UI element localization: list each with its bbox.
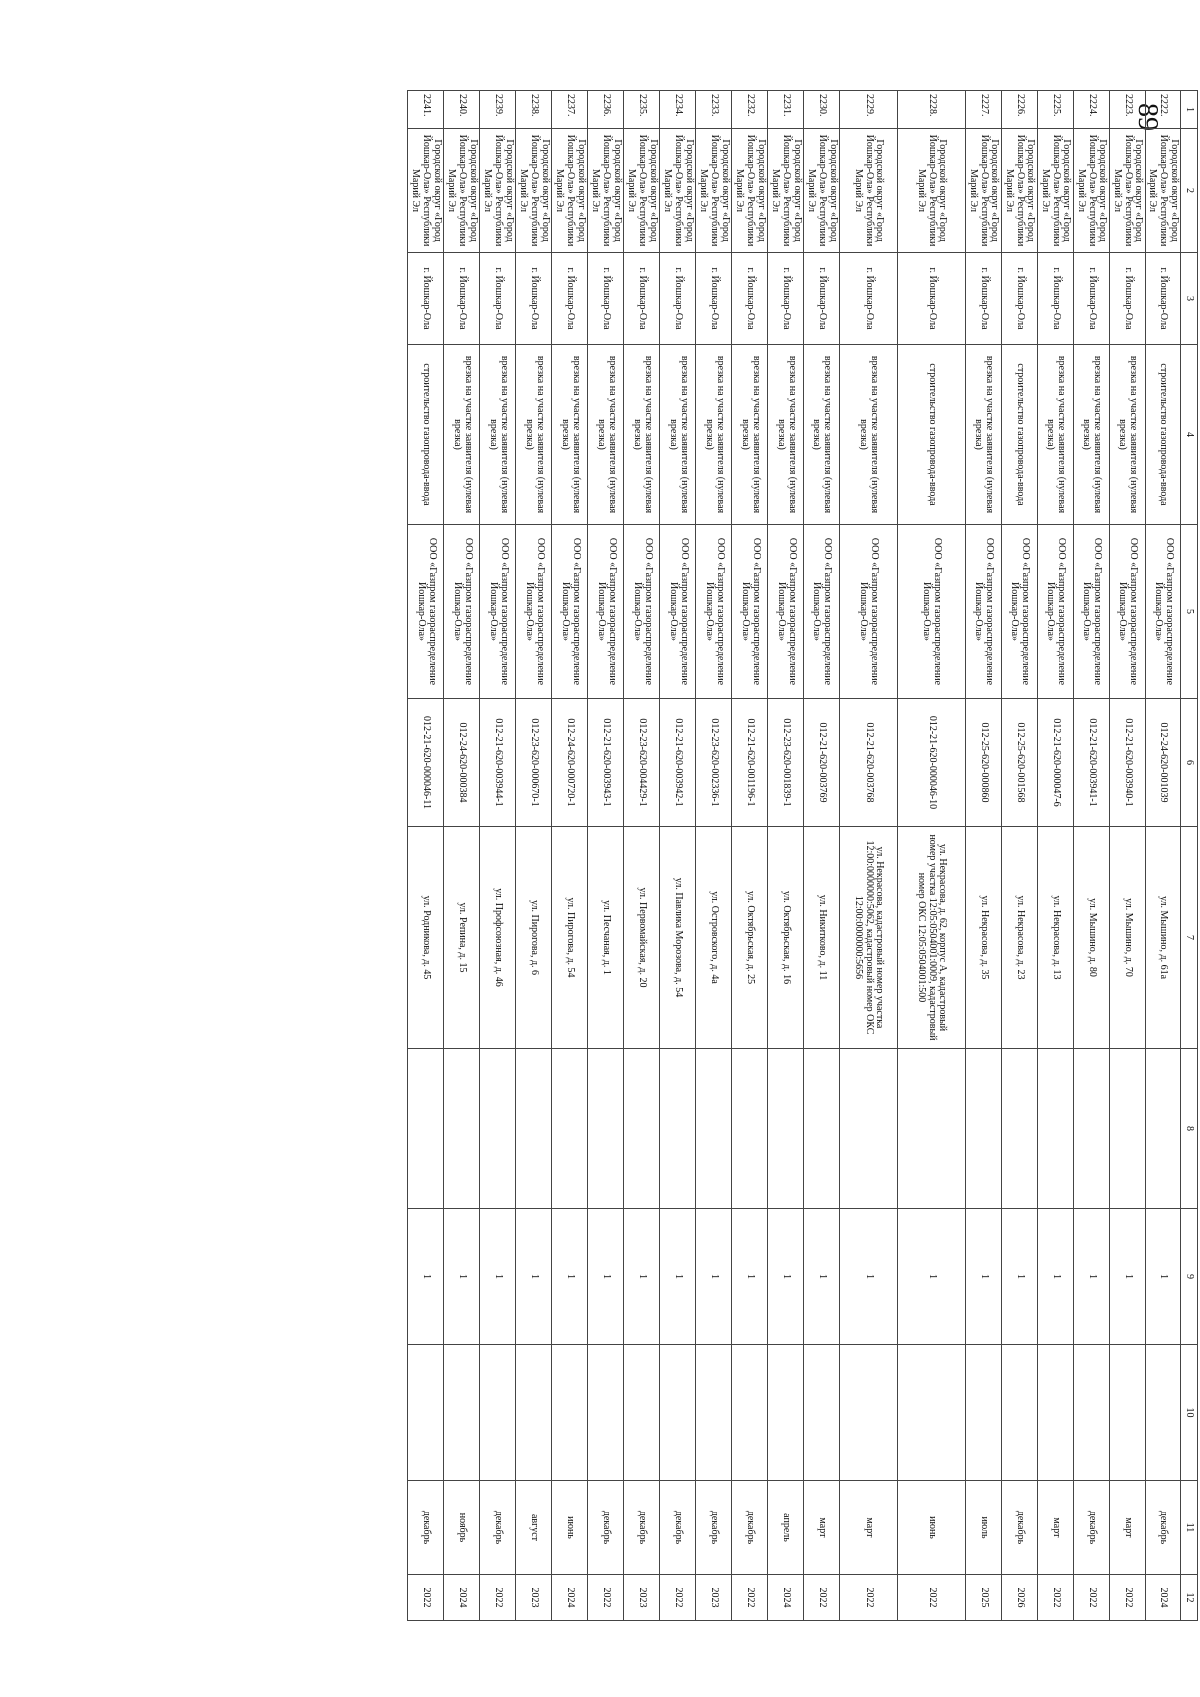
district-cell: Городской округ «Город Йошкар-Ола» Республики Марий Эл — [408, 129, 444, 253]
application-code-cell: 012-23-620-001839-1 — [768, 699, 804, 827]
application-code-cell: 012-23-620-004429-1 — [624, 699, 660, 827]
year-cell: 2022 — [408, 1575, 444, 1621]
organization-cell: ООО «Газпром газораспределение Йошкар-Ола» — [897, 525, 965, 699]
application-code-cell: 012-21-620-003768 — [839, 699, 897, 827]
address-cell: ул. Первомайская, д. 20 — [624, 827, 660, 1049]
column-8-cell — [1037, 1049, 1073, 1209]
header-row — [1181, 91, 1198, 1621]
work-type-cell: врезка на участке заявителя (нулевая врезка) — [839, 345, 897, 525]
month-cell: март — [1109, 1481, 1145, 1575]
table-row — [1145, 91, 1180, 1621]
month-cell: декабрь — [660, 1481, 696, 1575]
application-code-cell: 012-24-620-001039 — [1145, 699, 1180, 827]
organization-cell: ООО «Газпром газораспределение Йошкар-Ола» — [552, 525, 588, 699]
organization-cell: ООО «Газпром газораспределение Йошкар-Ола» — [1145, 525, 1180, 699]
year-cell: 2024 — [768, 1575, 804, 1621]
organization-cell: ООО «Газпром газораспределение Йошкар-Ола» — [732, 525, 768, 699]
column-10-cell — [624, 1345, 660, 1481]
quantity-cell: 1 — [897, 1209, 965, 1345]
work-type-cell: врезка на участке заявителя (нулевая врезка) — [480, 345, 516, 525]
address-cell: ул. Родникова, д. 45 — [408, 827, 444, 1049]
column-10-cell — [408, 1345, 444, 1481]
work-type-cell: врезка на участке заявителя (нулевая врезка) — [732, 345, 768, 525]
column-10-cell — [552, 1345, 588, 1481]
month-cell: июнь — [552, 1481, 588, 1575]
quantity-cell: 1 — [408, 1209, 444, 1345]
organization-cell: ООО «Газпром газораспределение Йошкар-Ола» — [696, 525, 732, 699]
column-10-cell — [660, 1345, 696, 1481]
header-cell: 7 — [1181, 827, 1198, 1049]
application-code-cell: 012-21-620-003769 — [804, 699, 839, 827]
table-row — [897, 91, 965, 1621]
quantity-cell: 1 — [444, 1209, 480, 1345]
application-code-cell: 012-21-620-001196-1 — [732, 699, 768, 827]
column-10-cell — [839, 1345, 897, 1481]
year-cell: 2022 — [660, 1575, 696, 1621]
column-10-cell — [1073, 1345, 1109, 1481]
address-cell: ул. Песчаная, д. 1 — [588, 827, 624, 1049]
city-cell: г. Йошкар-Ола — [552, 253, 588, 345]
column-8-cell — [768, 1049, 804, 1209]
header-cell: 1 — [1181, 91, 1198, 129]
district-cell: Городской округ «Город Йошкар-Ола» Республики Марий Эл — [804, 129, 839, 253]
column-8-cell — [804, 1049, 839, 1209]
organization-cell: ООО «Газпром газораспределение Йошкар-Ола» — [1037, 525, 1073, 699]
address-cell: ул. Некрасова, д. 62, корпус А, кадастровый номер участка 12:05:0504001:0009, кадастровый номер ОКС 12:05:0504001:500 — [897, 827, 965, 1049]
month-cell: июнь — [897, 1481, 965, 1575]
application-code-cell: 012-21-620-000046-10 — [897, 699, 965, 827]
city-cell: г. Йошкар-Ола — [1037, 253, 1073, 345]
city-cell: г. Йошкар-Ола — [1109, 253, 1145, 345]
quantity-cell: 1 — [516, 1209, 552, 1345]
table-row — [516, 91, 552, 1621]
column-10-cell — [804, 1345, 839, 1481]
table-row — [480, 91, 516, 1621]
address-cell: ул. Некрасова, д. 35 — [965, 827, 1001, 1049]
district-cell: Городской округ «Город Йошкар-Ола» Республики Марий Эл — [839, 129, 897, 253]
address-cell: ул. Пирогова, д. 54 — [552, 827, 588, 1049]
rotated-document — [178, 90, 1198, 1620]
table-row — [624, 91, 660, 1621]
application-code-cell: 012-25-620-000860 — [965, 699, 1001, 827]
quantity-cell: 1 — [660, 1209, 696, 1345]
column-10-cell — [444, 1345, 480, 1481]
table-row — [696, 91, 732, 1621]
column-8-cell — [588, 1049, 624, 1209]
work-type-cell: врезка на участке заявителя (нулевая врезка) — [804, 345, 839, 525]
city-cell: г. Йошкар-Ола — [965, 253, 1001, 345]
month-cell: август — [516, 1481, 552, 1575]
address-cell: ул. Некрасова, кадастровый номер участка 12:00:0000000:5062, кадастровый номер ОКС 12:00:0000000:5656 — [839, 827, 897, 1049]
application-code-cell: 012-21-620-003942-1 — [660, 699, 696, 827]
row-number-cell: 2230. — [804, 91, 839, 129]
row-number-cell: 2236. — [588, 91, 624, 129]
year-cell: 2023 — [624, 1575, 660, 1621]
quantity-cell: 1 — [696, 1209, 732, 1345]
work-type-cell: врезка на участке заявителя (нулевая врезка) — [965, 345, 1001, 525]
year-cell: 2022 — [732, 1575, 768, 1621]
row-number-cell: 2239. — [480, 91, 516, 129]
city-cell: г. Йошкар-Ола — [588, 253, 624, 345]
organization-cell: ООО «Газпром газораспределение Йошкар-Ола» — [1001, 525, 1037, 699]
application-code-cell: 012-21-620-003943-1 — [588, 699, 624, 827]
application-code-cell: 012-21-620-003944-1 — [480, 699, 516, 827]
row-number-cell: 2229. — [839, 91, 897, 129]
month-cell: апрель — [768, 1481, 804, 1575]
table-row — [965, 91, 1001, 1621]
city-cell: г. Йошкар-Ола — [696, 253, 732, 345]
work-type-cell: врезка на участке заявителя (нулевая врезка) — [444, 345, 480, 525]
city-cell: г. Йошкар-Ола — [444, 253, 480, 345]
month-cell: декабрь — [1001, 1481, 1037, 1575]
address-cell: ул. Мышино, д. 70 — [1109, 827, 1145, 1049]
row-number-cell: 2235. — [624, 91, 660, 129]
column-10-cell — [1037, 1345, 1073, 1481]
month-cell: декабрь — [624, 1481, 660, 1575]
work-type-cell: строительство газопровода-ввода — [897, 345, 965, 525]
year-cell: 2024 — [552, 1575, 588, 1621]
year-cell: 2022 — [1109, 1575, 1145, 1621]
application-code-cell: 012-24-620-000720-1 — [552, 699, 588, 827]
column-10-cell — [732, 1345, 768, 1481]
month-cell: июль — [965, 1481, 1001, 1575]
quantity-cell: 1 — [1001, 1209, 1037, 1345]
column-10-cell — [1001, 1345, 1037, 1481]
address-cell: ул. Профсоюзная, д. 46 — [480, 827, 516, 1049]
row-number-cell: 2226. — [1001, 91, 1037, 129]
city-cell: г. Йошкар-Ола — [408, 253, 444, 345]
header-cell: 11 — [1181, 1481, 1198, 1575]
column-10-cell — [516, 1345, 552, 1481]
address-cell: ул. Октябрьская, д. 16 — [768, 827, 804, 1049]
row-number-cell: 2224. — [1073, 91, 1109, 129]
work-type-cell: врезка на участке заявителя (нулевая врезка) — [516, 345, 552, 525]
column-10-cell — [588, 1345, 624, 1481]
quantity-cell: 1 — [624, 1209, 660, 1345]
table-row — [804, 91, 839, 1621]
column-10-cell — [768, 1345, 804, 1481]
column-8-cell — [444, 1049, 480, 1209]
month-cell: декабрь — [588, 1481, 624, 1575]
table-row — [588, 91, 624, 1621]
row-number-cell: 2232. — [732, 91, 768, 129]
address-cell: ул. Октябрьская, д. 25 — [732, 827, 768, 1049]
row-number-cell: 2240. — [444, 91, 480, 129]
organization-cell: ООО «Газпром газораспределение Йошкар-Ола» — [965, 525, 1001, 699]
table-row — [1037, 91, 1073, 1621]
city-cell: г. Йошкар-Ола — [732, 253, 768, 345]
column-10-cell — [897, 1345, 965, 1481]
quantity-cell: 1 — [965, 1209, 1001, 1345]
table-row — [1001, 91, 1037, 1621]
column-8-cell — [660, 1049, 696, 1209]
quantity-cell: 1 — [1073, 1209, 1109, 1345]
table-row — [839, 91, 897, 1621]
application-code-cell: 012-21-620-000047-6 — [1037, 699, 1073, 827]
table-row — [660, 91, 696, 1621]
header-cell: 8 — [1181, 1049, 1198, 1209]
organization-cell: ООО «Газпром газораспределение Йошкар-Ола» — [624, 525, 660, 699]
address-cell: ул. Пирогова, д. 6 — [516, 827, 552, 1049]
column-10-cell — [1109, 1345, 1145, 1481]
city-cell: г. Йошкар-Ола — [804, 253, 839, 345]
quantity-cell: 1 — [732, 1209, 768, 1345]
year-cell: 2022 — [1037, 1575, 1073, 1621]
district-cell: Городской округ «Город Йошкар-Ола» Республики Марий Эл — [660, 129, 696, 253]
work-type-cell: строительство газопровода-ввода — [1001, 345, 1037, 525]
district-cell: Городской округ «Город Йошкар-Ола» Республики Марий Эл — [768, 129, 804, 253]
city-cell: г. Йошкар-Ола — [660, 253, 696, 345]
column-8-cell — [408, 1049, 444, 1209]
work-type-cell: врезка на участке заявителя (нулевая врезка) — [696, 345, 732, 525]
work-type-cell: врезка на участке заявителя (нулевая врезка) — [1109, 345, 1145, 525]
address-cell: ул. Мышино, д. 61а — [1145, 827, 1180, 1049]
district-cell: Городской округ «Город Йошкар-Ола» Республики Марий Эл — [1037, 129, 1073, 253]
column-10-cell — [965, 1345, 1001, 1481]
column-8-cell — [1073, 1049, 1109, 1209]
month-cell: декабрь — [480, 1481, 516, 1575]
work-type-cell: врезка на участке заявителя (нулевая врезка) — [768, 345, 804, 525]
column-10-cell — [696, 1345, 732, 1481]
year-cell: 2022 — [1073, 1575, 1109, 1621]
address-cell: ул. Некрасова, д. 23 — [1001, 827, 1037, 1049]
column-8-cell — [732, 1049, 768, 1209]
address-cell: ул. Островского, д. 4а — [696, 827, 732, 1049]
column-8-cell — [1109, 1049, 1145, 1209]
work-type-cell: врезка на участке заявителя (нулевая врезка) — [660, 345, 696, 525]
organization-cell: ООО «Газпром газораспределение Йошкар-Ола» — [444, 525, 480, 699]
application-code-cell: 012-25-620-001568 — [1001, 699, 1037, 827]
organization-cell: ООО «Газпром газораспределение Йошкар-Ола» — [1073, 525, 1109, 699]
address-cell: ул. Некрасова, д. 13 — [1037, 827, 1073, 1049]
year-cell: 2022 — [588, 1575, 624, 1621]
table-row — [552, 91, 588, 1621]
city-cell: г. Йошкар-Ола — [516, 253, 552, 345]
work-type-cell: врезка на участке заявителя (нулевая врезка) — [588, 345, 624, 525]
column-10-cell — [480, 1345, 516, 1481]
year-cell: 2024 — [1145, 1575, 1180, 1621]
row-number-cell: 2233. — [696, 91, 732, 129]
district-cell: Городской округ «Город Йошкар-Ола» Республики Марий Эл — [516, 129, 552, 253]
quantity-cell: 1 — [768, 1209, 804, 1345]
header-cell: 10 — [1181, 1345, 1198, 1481]
work-type-cell: врезка на участке заявителя (нулевая врезка) — [1073, 345, 1109, 525]
district-cell: Городской округ «Город Йошкар-Ола» Республики Марий Эл — [1109, 129, 1145, 253]
column-8-cell — [516, 1049, 552, 1209]
organization-cell: ООО «Газпром газораспределение Йошкар-Ола» — [588, 525, 624, 699]
organization-cell: ООО «Газпром газораспределение Йошкар-Ола» — [768, 525, 804, 699]
year-cell: 2022 — [480, 1575, 516, 1621]
year-cell: 2025 — [965, 1575, 1001, 1621]
month-cell: март — [804, 1481, 839, 1575]
column-8-cell — [1001, 1049, 1037, 1209]
month-cell: декабрь — [408, 1481, 444, 1575]
city-cell: г. Йошкар-Ола — [768, 253, 804, 345]
month-cell: ноябрь — [444, 1481, 480, 1575]
quantity-cell: 1 — [1109, 1209, 1145, 1345]
row-number-cell: 2222. — [1145, 91, 1180, 129]
work-type-cell: врезка на участке заявителя (нулевая врезка) — [1037, 345, 1073, 525]
table-row — [1109, 91, 1145, 1621]
row-number-cell: 2225. — [1037, 91, 1073, 129]
organization-cell: ООО «Газпром газораспределение Йошкар-Ола» — [839, 525, 897, 699]
column-8-cell — [1145, 1049, 1180, 1209]
header-cell: 4 — [1181, 345, 1198, 525]
application-code-cell: 012-21-620-003940-1 — [1109, 699, 1145, 827]
table-row — [1073, 91, 1109, 1621]
district-cell: Городской округ «Город Йошкар-Ола» Республики Марий Эл — [444, 129, 480, 253]
year-cell: 2022 — [897, 1575, 965, 1621]
header-cell: 12 — [1181, 1575, 1198, 1621]
row-number-cell: 2238. — [516, 91, 552, 129]
column-8-cell — [552, 1049, 588, 1209]
district-cell: Городской округ «Город Йошкар-Ола» Республики Марий Эл — [1073, 129, 1109, 253]
table-row — [444, 91, 480, 1621]
application-code-cell: 012-24-620-000384 — [444, 699, 480, 827]
year-cell: 2022 — [804, 1575, 839, 1621]
city-cell: г. Йошкар-Ола — [897, 253, 965, 345]
application-code-cell: 012-23-620-000670-1 — [516, 699, 552, 827]
city-cell: г. Йошкар-Ола — [480, 253, 516, 345]
column-8-cell — [839, 1049, 897, 1209]
district-cell: Городской округ «Город Йошкар-Ола» Республики Марий Эл — [965, 129, 1001, 253]
district-cell: Городской округ «Город Йошкар-Ола» Республики Марий Эл — [1001, 129, 1037, 253]
city-cell: г. Йошкар-Ола — [1073, 253, 1109, 345]
organization-cell: ООО «Газпром газораспределение Йошкар-Ола» — [408, 525, 444, 699]
district-cell: Городской округ «Город Йошкар-Ола» Республики Марий Эл — [897, 129, 965, 253]
quantity-cell: 1 — [588, 1209, 624, 1345]
year-cell: 2023 — [516, 1575, 552, 1621]
district-cell: Городской округ «Город Йошкар-Ола» Республики Марий Эл — [480, 129, 516, 253]
row-number-cell: 2223. — [1109, 91, 1145, 129]
month-cell: декабрь — [1073, 1481, 1109, 1575]
page-number-text: 89 — [1132, 103, 1163, 131]
header-cell: 6 — [1181, 699, 1198, 827]
month-cell: декабрь — [732, 1481, 768, 1575]
address-cell: ул. Павлика Морозова, д. 54 — [660, 827, 696, 1049]
district-cell: Городской округ «Город Йошкар-Ола» Республики Марий Эл — [624, 129, 660, 253]
month-cell: декабрь — [696, 1481, 732, 1575]
address-cell: ул. Репина, д. 15 — [444, 827, 480, 1049]
month-cell: декабрь — [1145, 1481, 1180, 1575]
organization-cell: ООО «Газпром газораспределение Йошкар-Ола» — [660, 525, 696, 699]
district-cell: Городской округ «Город Йошкар-Ола» Республики Марий Эл — [552, 129, 588, 253]
district-cell: Городской округ «Город Йошкар-Ола» Республики Марий Эл — [732, 129, 768, 253]
quantity-cell: 1 — [480, 1209, 516, 1345]
application-code-cell: 012-23-620-002336-1 — [696, 699, 732, 827]
quantity-cell: 1 — [1037, 1209, 1073, 1345]
work-type-cell: строительство газопровода-ввода — [408, 345, 444, 525]
header-cell: 9 — [1181, 1209, 1198, 1345]
address-cell: ул. Мышино, д. 80 — [1073, 827, 1109, 1049]
row-number-cell: 2231. — [768, 91, 804, 129]
month-cell: март — [839, 1481, 897, 1575]
city-cell: г. Йошкар-Ола — [1001, 253, 1037, 345]
year-cell: 2026 — [1001, 1575, 1037, 1621]
row-number-cell: 2227. — [965, 91, 1001, 129]
column-10-cell — [1145, 1345, 1180, 1481]
header-cell: 3 — [1181, 253, 1198, 345]
district-cell: Городской округ «Город Йошкар-Ола» Республики Марий Эл — [696, 129, 732, 253]
quantity-cell: 1 — [804, 1209, 839, 1345]
row-number-cell: 2234. — [660, 91, 696, 129]
application-code-cell: 012-21-620-000046-11 — [408, 699, 444, 827]
column-8-cell — [897, 1049, 965, 1209]
header-cell: 5 — [1181, 525, 1198, 699]
organization-cell: ООО «Газпром газораспределение Йошкар-Ола» — [480, 525, 516, 699]
organization-cell: ООО «Газпром газораспределение Йошкар-Ола» — [804, 525, 839, 699]
column-8-cell — [624, 1049, 660, 1209]
table-row — [732, 91, 768, 1621]
year-cell: 2023 — [696, 1575, 732, 1621]
row-number-cell: 2241. — [408, 91, 444, 129]
quantity-cell: 1 — [552, 1209, 588, 1345]
month-cell: март — [1037, 1481, 1073, 1575]
row-number-cell: 2237. — [552, 91, 588, 129]
year-cell: 2024 — [444, 1575, 480, 1621]
year-cell: 2022 — [839, 1575, 897, 1621]
row-number-cell: 2228. — [897, 91, 965, 129]
work-type-cell: строительство газопровода-ввода — [1145, 345, 1180, 525]
gas-connection-table — [407, 90, 1198, 1621]
work-type-cell: врезка на участке заявителя (нулевая врезка) — [624, 345, 660, 525]
district-cell: Городской округ «Город Йошкар-Ола» Республики Марий Эл — [588, 129, 624, 253]
work-type-cell: врезка на участке заявителя (нулевая врезка) — [552, 345, 588, 525]
city-cell: г. Йошкар-Ола — [839, 253, 897, 345]
address-cell: ул. Никитково, д. 11 — [804, 827, 839, 1049]
table-row — [408, 91, 444, 1621]
district-cell: Городской округ «Город Йошкар-Ола» Республики Марий Эл — [1145, 129, 1180, 253]
city-cell: г. Йошкар-Ола — [1145, 253, 1180, 345]
city-cell: г. Йошкар-Ола — [624, 253, 660, 345]
column-8-cell — [965, 1049, 1001, 1209]
column-8-cell — [480, 1049, 516, 1209]
organization-cell: ООО «Газпром газораспределение Йошкар-Ола» — [516, 525, 552, 699]
column-8-cell — [696, 1049, 732, 1209]
organization-cell: ООО «Газпром газораспределение Йошкар-Ола» — [1109, 525, 1145, 699]
application-code-cell: 012-21-620-003941-1 — [1073, 699, 1109, 827]
quantity-cell: 1 — [839, 1209, 897, 1345]
table-row — [768, 91, 804, 1621]
header-cell: 2 — [1181, 129, 1198, 253]
quantity-cell: 1 — [1145, 1209, 1180, 1345]
